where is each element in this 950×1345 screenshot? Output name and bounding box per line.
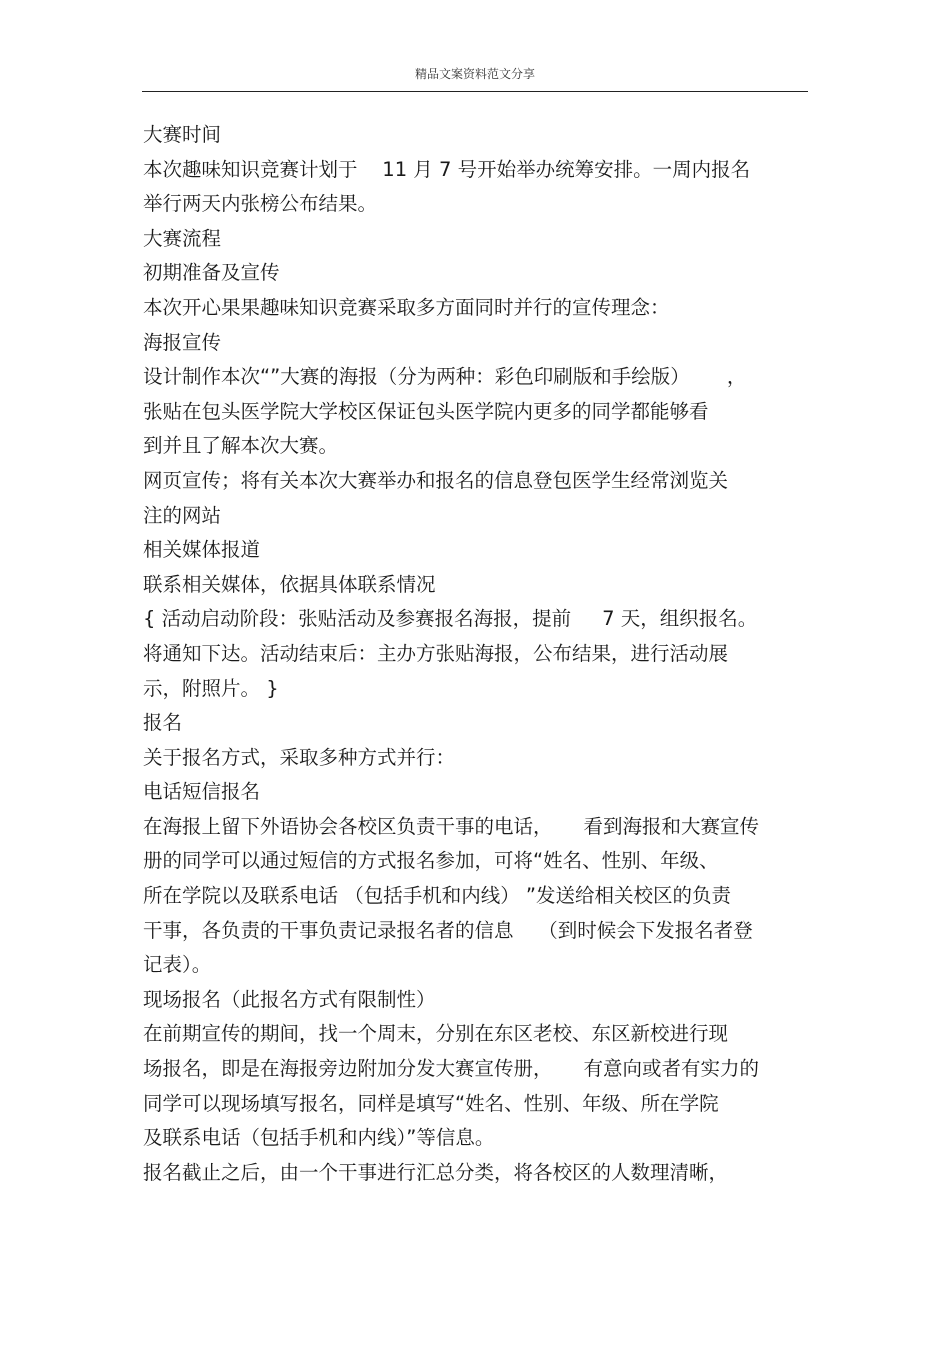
paragraph-line: 干事，各负责的干事负责记录报名者的信息 （到时候会下发报名者登	[143, 918, 753, 942]
paragraph-line: 张贴在包头医学院大学校区保证包头医学院内更多的同学都能够看	[143, 399, 709, 423]
subsection-heading: 海报宣传	[143, 330, 222, 354]
paragraph-line: 示，附照片。 }	[143, 676, 279, 700]
section-heading: 大赛流程	[143, 226, 222, 250]
paragraph-line: 同学可以现场填写报名，同样是填写“姓名、性别、年级、所在学院	[143, 1091, 719, 1115]
paragraph-line: 注的网站	[143, 503, 222, 527]
paragraph-line: { 活动启动阶段：张贴活动及参赛报名海报，提前 7 天，组织报名。	[143, 607, 758, 631]
paragraph-line: 网页宣传；将有关本次大赛举办和报名的信息登包医学生经常浏览关	[143, 468, 729, 492]
paragraph-line: 将通知下达。活动结束后：主办方张贴海报，公布结果，进行活动展	[143, 641, 729, 665]
subsection-heading: 相关媒体报道	[143, 538, 261, 562]
paragraph-line: 设计制作本次“”大赛的海报（分为两种：彩色印刷版和手绘版） ，	[143, 365, 747, 389]
paragraph-line: 及联系电话（包括手机和内线）”等信息。	[143, 1126, 495, 1150]
paragraph-line: 本次开心果果趣味知识竞赛采取多方面同时并行的宣传理念：	[143, 295, 670, 319]
document-body	[143, 118, 808, 1190]
paragraph-line: 关于报名方式，采取多种方式并行：	[143, 745, 456, 769]
paragraph-line: 记表）。	[143, 953, 212, 977]
paragraph-line: 在海报上留下外语协会各校区负责干事的电话， 看到海报和大赛宣传	[143, 814, 759, 838]
paragraph-line: 到并且了解本次大赛。	[143, 434, 339, 458]
subsection-heading: 现场报名（此报名方式有限制性）	[143, 987, 436, 1011]
paragraph-line: 所在学院以及联系电话 （包括手机和内线） ”发送给相关校区的负责	[143, 884, 731, 908]
section-heading: 报名	[143, 711, 183, 735]
section-heading: 大赛时间	[143, 123, 222, 146]
subsection-heading: 电话短信报名	[143, 780, 261, 804]
page-header: 精品文案资料范文分享	[414, 67, 535, 81]
paragraph-line: 册的同学可以通过短信的方式报名参加，可将“姓名、性别、年级、	[143, 849, 719, 873]
paragraph-line: 本次趣味知识竞赛计划于 11 月 7 号开始举办统筹安排。一周内报名	[143, 157, 751, 181]
paragraph-line: 联系相关媒体，依据具体联系情况	[143, 572, 436, 596]
paragraph-line: 场报名，即是在海报旁边附加分发大赛宣传册， 有意向或者有实力的	[143, 1057, 759, 1081]
paragraph-line: 在前期宣传的期间，找一个周末，分别在东区老校、东区新校进行现	[143, 1022, 729, 1046]
paragraph-line: 举行两天内张榜公布结果。	[143, 192, 378, 216]
header-divider	[142, 91, 808, 92]
subsection-heading: 初期准备及宣传	[143, 261, 280, 285]
paragraph-line: 报名截止之后，由一个干事进行汇总分类，将各校区的人数理清晰，	[143, 1160, 729, 1184]
